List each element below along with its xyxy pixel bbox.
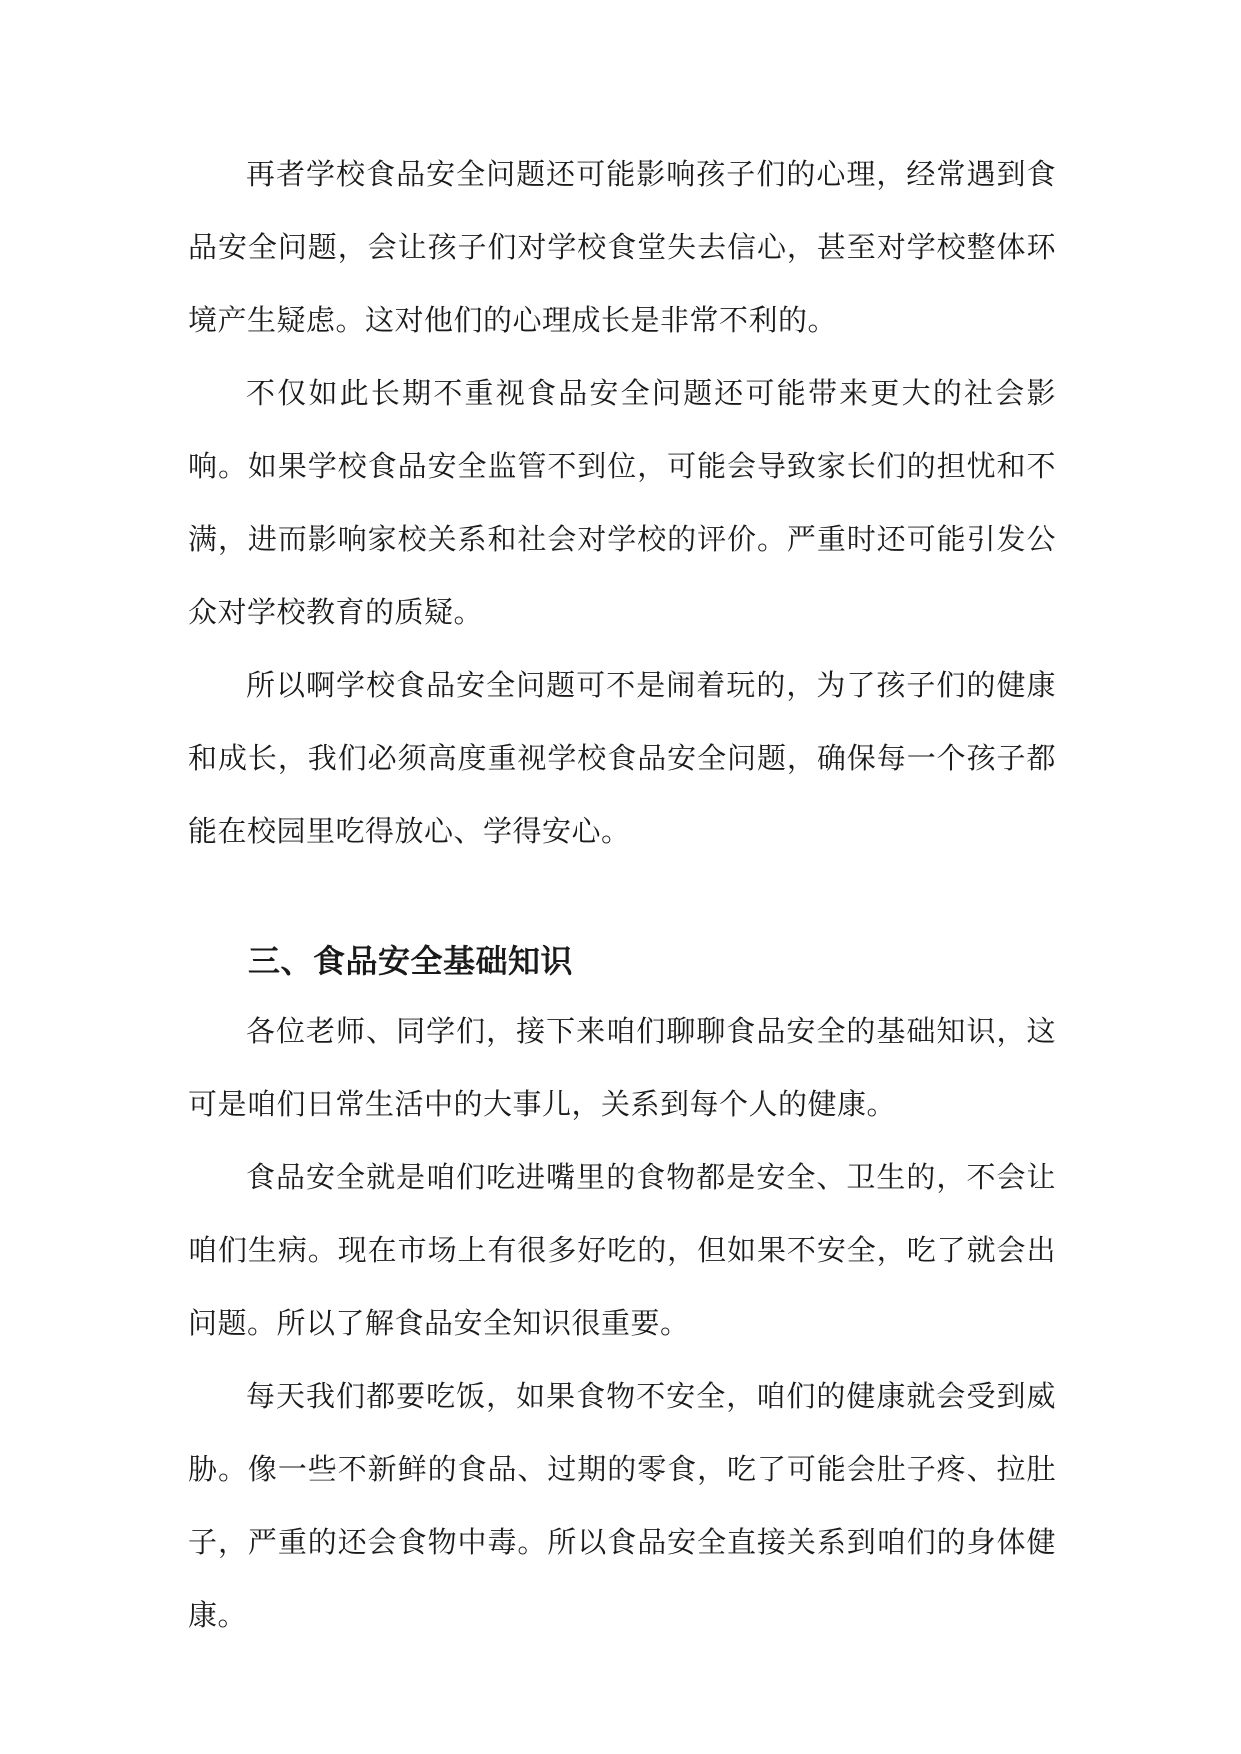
paragraph-conclusion: 所以啊学校食品安全问题可不是闹着玩的，为了孩子们的健康和成长，我们必须高度重视学校食品安全问题，确保每一个孩子都能在校园里吃得放心、学得安心。 xyxy=(188,668,1056,848)
paragraph-intro-basics: 各位老师、同学们，接下来咱们聊聊食品安全的基础知识，这可是咱们日常生活中的大事儿，关系到每个人的健康。 xyxy=(188,1014,1056,1121)
paragraph-social-impact: 不仅如此长期不重视食品安全问题还可能带来更大的社会影响。如果学校食品安全监管不到位，可能会导致家长们的担忧和不满，进而影响家校关系和社会对学校的评价。严重时还可能引发公众对学校教育的质疑。 xyxy=(188,376,1056,629)
paragraph-psychology-impact: 再者学校食品安全问题还可能影响孩子们的心理，经常遇到食品安全问题，会让孩子们对学校食堂失去信心，甚至对学校整体环境产生疑虑。这对他们的心理成长是非常不利的。 xyxy=(188,157,1056,337)
paragraph-daily-importance: 每天我们都要吃饭，如果食物不安全，咱们的健康就会受到威胁。像一些不新鲜的食品、过期的零食，吃了可能会肚子疼、拉肚子，严重的还会食物中毒。所以食品安全直接关系到咱们的身体健康。 xyxy=(188,1379,1056,1632)
section-heading: 三、食品安全基础知识 xyxy=(248,942,574,980)
paragraph-definition: 食品安全就是咱们吃进嘴里的食物都是安全、卫生的，不会让咱们生病。现在市场上有很多好吃的，但如果不安全，吃了就会出问题。所以了解食品安全知识很重要。 xyxy=(188,1160,1056,1340)
